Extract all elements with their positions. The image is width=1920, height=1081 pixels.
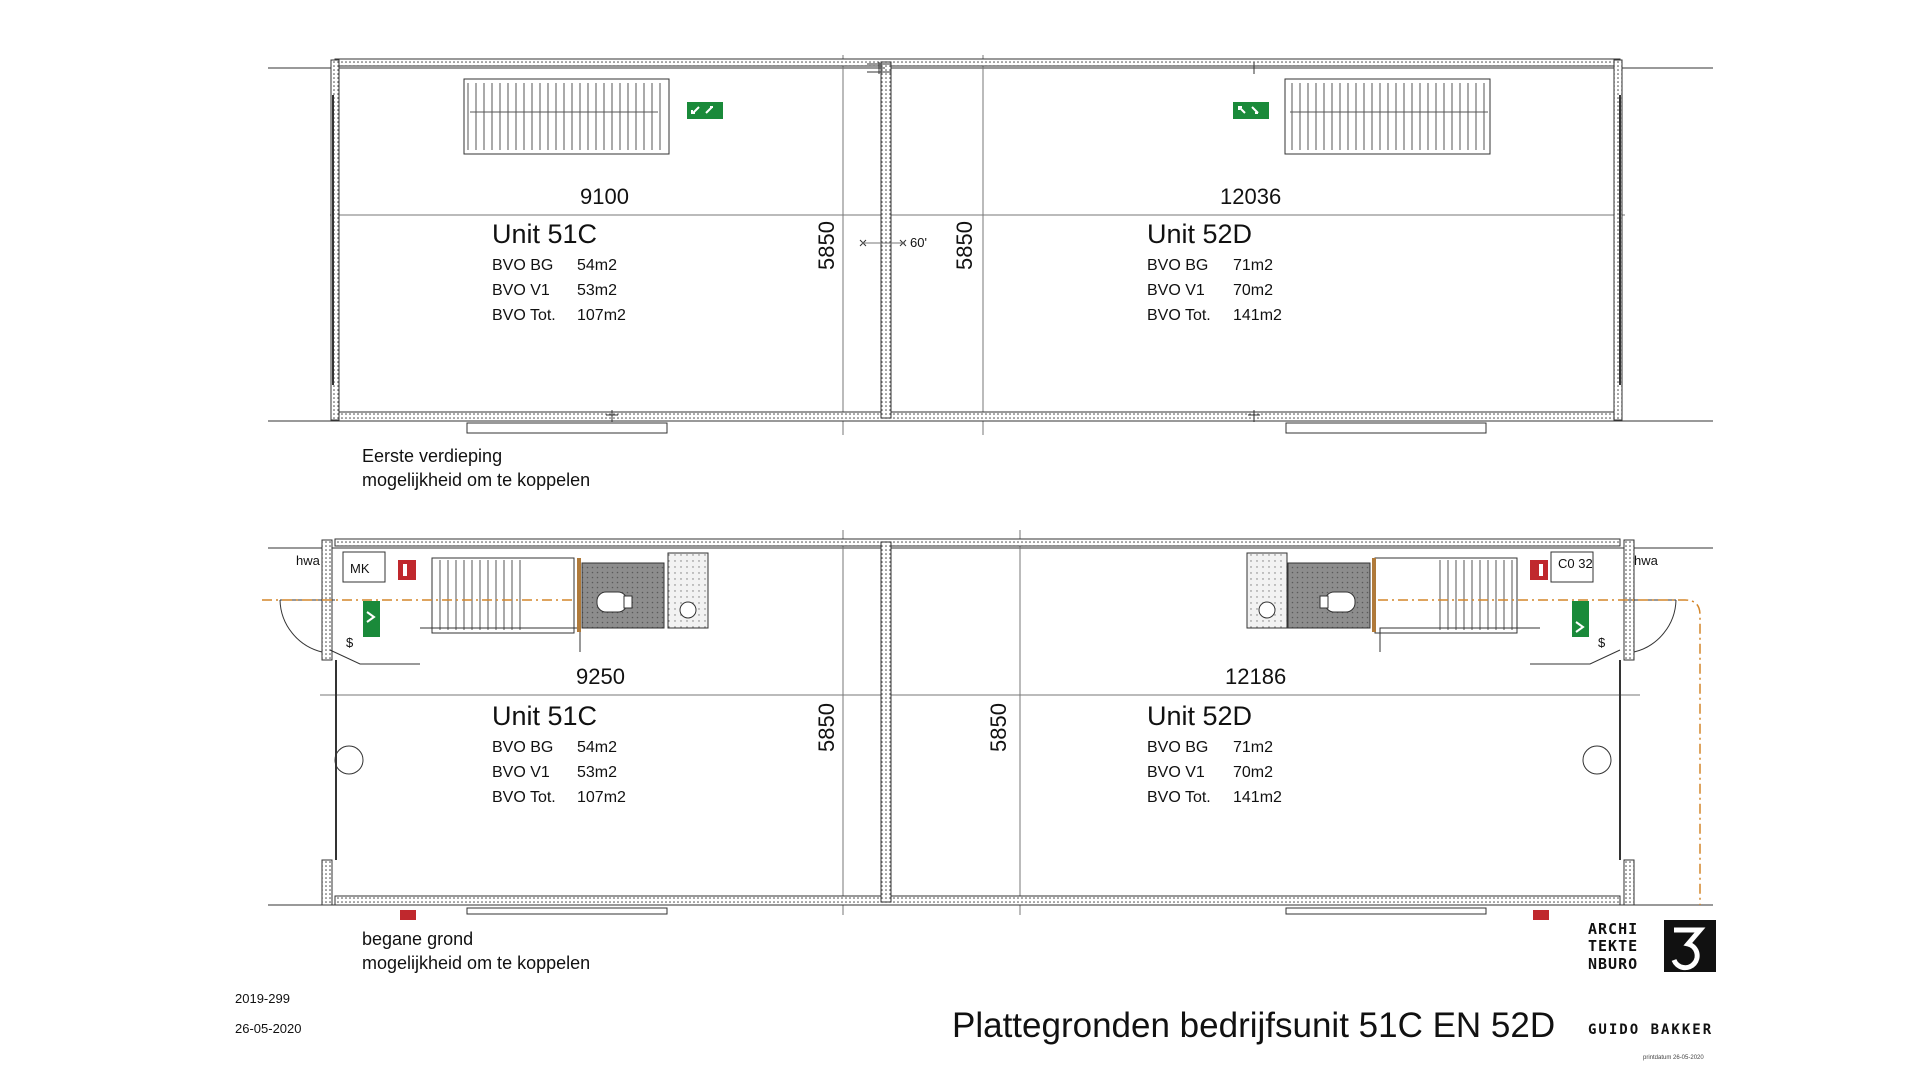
- upper-unit-right-name: Unit 52D: [1147, 219, 1253, 249]
- upper-floor-subcaption: mogelijkheid om te koppelen: [362, 470, 591, 490]
- print-date: printdatum 26-05-2020: [1643, 1055, 1704, 1061]
- ground-unit-left-v1-value: 53m2: [577, 764, 618, 781]
- ground-unit-left-v1-label: BVO V1: [492, 764, 550, 781]
- ground-unit-right-tot-label: BVO Tot.: [1147, 789, 1211, 806]
- angle-label: 60': [910, 235, 927, 250]
- co-label: C0 32: [1558, 556, 1593, 571]
- upper-unit-left-v1-label: BVO V1: [492, 282, 550, 299]
- fire-extinguisher-icon: [1530, 560, 1548, 580]
- upper-unit-right-bg-label: BVO BG: [1147, 257, 1209, 274]
- architect-name: GUIDO BAKKER: [1588, 1022, 1714, 1038]
- ground-unit-right-bg-value: 71m2: [1233, 739, 1274, 756]
- fire-extinguisher-icon: [400, 910, 416, 920]
- upper-unit-right-tot-value: 141m2: [1233, 307, 1282, 324]
- upper-unit-right-v1-label: BVO V1: [1147, 282, 1205, 299]
- ground-unit-left-tot-value: 107m2: [577, 789, 626, 806]
- pipe-route: [262, 600, 1700, 905]
- ground-unit-left-bg-label: BVO BG: [492, 739, 554, 756]
- ground-unit-left-name: Unit 51C: [492, 701, 598, 731]
- ground-left-depth-dimension: 5850: [814, 703, 839, 752]
- upper-unit-left-tot-label: BVO Tot.: [492, 307, 556, 324]
- upper-unit-left-name: Unit 51C: [492, 219, 598, 249]
- exit-sign-icon: [687, 102, 723, 119]
- upper-unit-left-v1-value: 53m2: [577, 282, 618, 299]
- upper-unit-left-bg-value: 54m2: [577, 257, 618, 274]
- upper-unit-left-bg-label: BVO BG: [492, 257, 554, 274]
- upper-left-depth-dimension: 5850: [814, 221, 839, 270]
- ground-unit-right-bg-label: BVO BG: [1147, 739, 1209, 756]
- exit-sign-icon: [363, 601, 380, 637]
- washbasin-icon: [1259, 602, 1275, 618]
- architect-logo-mark: [1664, 920, 1716, 972]
- architect-logo-text: ARCHI TEKTE NBURO: [1588, 920, 1639, 973]
- upper-left-width-dimension: 9100: [580, 184, 629, 209]
- upper-right-depth-dimension: 5850: [952, 221, 977, 270]
- ground-unit-right-v1-label: BVO V1: [1147, 764, 1205, 781]
- drawing-date: 26-05-2020: [235, 1021, 302, 1036]
- toilet-room-right: [1247, 553, 1376, 632]
- fire-extinguisher-icon: [398, 560, 416, 580]
- ground-unit-left-tot-label: BVO Tot.: [492, 789, 556, 806]
- ground-unit-left-bg-value: 54m2: [577, 739, 618, 756]
- washbasin-icon: [680, 602, 696, 618]
- project-number: 2019-299: [235, 991, 290, 1006]
- ground-left-width-dimension: 9250: [576, 664, 625, 689]
- ground-floor-subcaption: mogelijkheid om te koppelen: [362, 953, 591, 973]
- upper-unit-right-v1-value: 70m2: [1233, 282, 1274, 299]
- dollar-mark-left: $: [346, 635, 354, 650]
- ground-right-width-dimension: 12186: [1225, 664, 1287, 689]
- exit-sign-icon: [1233, 102, 1269, 119]
- ground-unit-right-v1-value: 70m2: [1233, 764, 1274, 781]
- upper-floor-plan: [268, 55, 1713, 435]
- exit-sign-icon: [1572, 601, 1589, 637]
- upper-unit-right-tot-label: BVO Tot.: [1147, 307, 1211, 324]
- toilet-room-left: [577, 553, 708, 632]
- dollar-mark-right: $: [1598, 635, 1606, 650]
- hwa-label-right: hwa: [1634, 553, 1658, 568]
- ground-unit-right-tot-value: 141m2: [1233, 789, 1282, 806]
- upper-unit-left-tot-value: 107m2: [577, 307, 626, 324]
- ground-right-depth-dimension: 5850: [986, 703, 1011, 752]
- upper-floor-caption: Eerste verdieping: [362, 446, 503, 466]
- upper-right-width-dimension: 12036: [1220, 184, 1282, 209]
- meter-cupboard-label: MK: [350, 561, 370, 576]
- hwa-label-left: hwa: [296, 553, 320, 568]
- ground-unit-right-name: Unit 52D: [1147, 701, 1253, 731]
- drawing-title: Plattegronden bedrijfsunit 51C EN 52D: [952, 1006, 1556, 1045]
- upper-unit-right-bg-value: 71m2: [1233, 257, 1274, 274]
- fire-extinguisher-icon: [1533, 910, 1549, 920]
- ground-floor-caption: begane grond: [362, 929, 474, 949]
